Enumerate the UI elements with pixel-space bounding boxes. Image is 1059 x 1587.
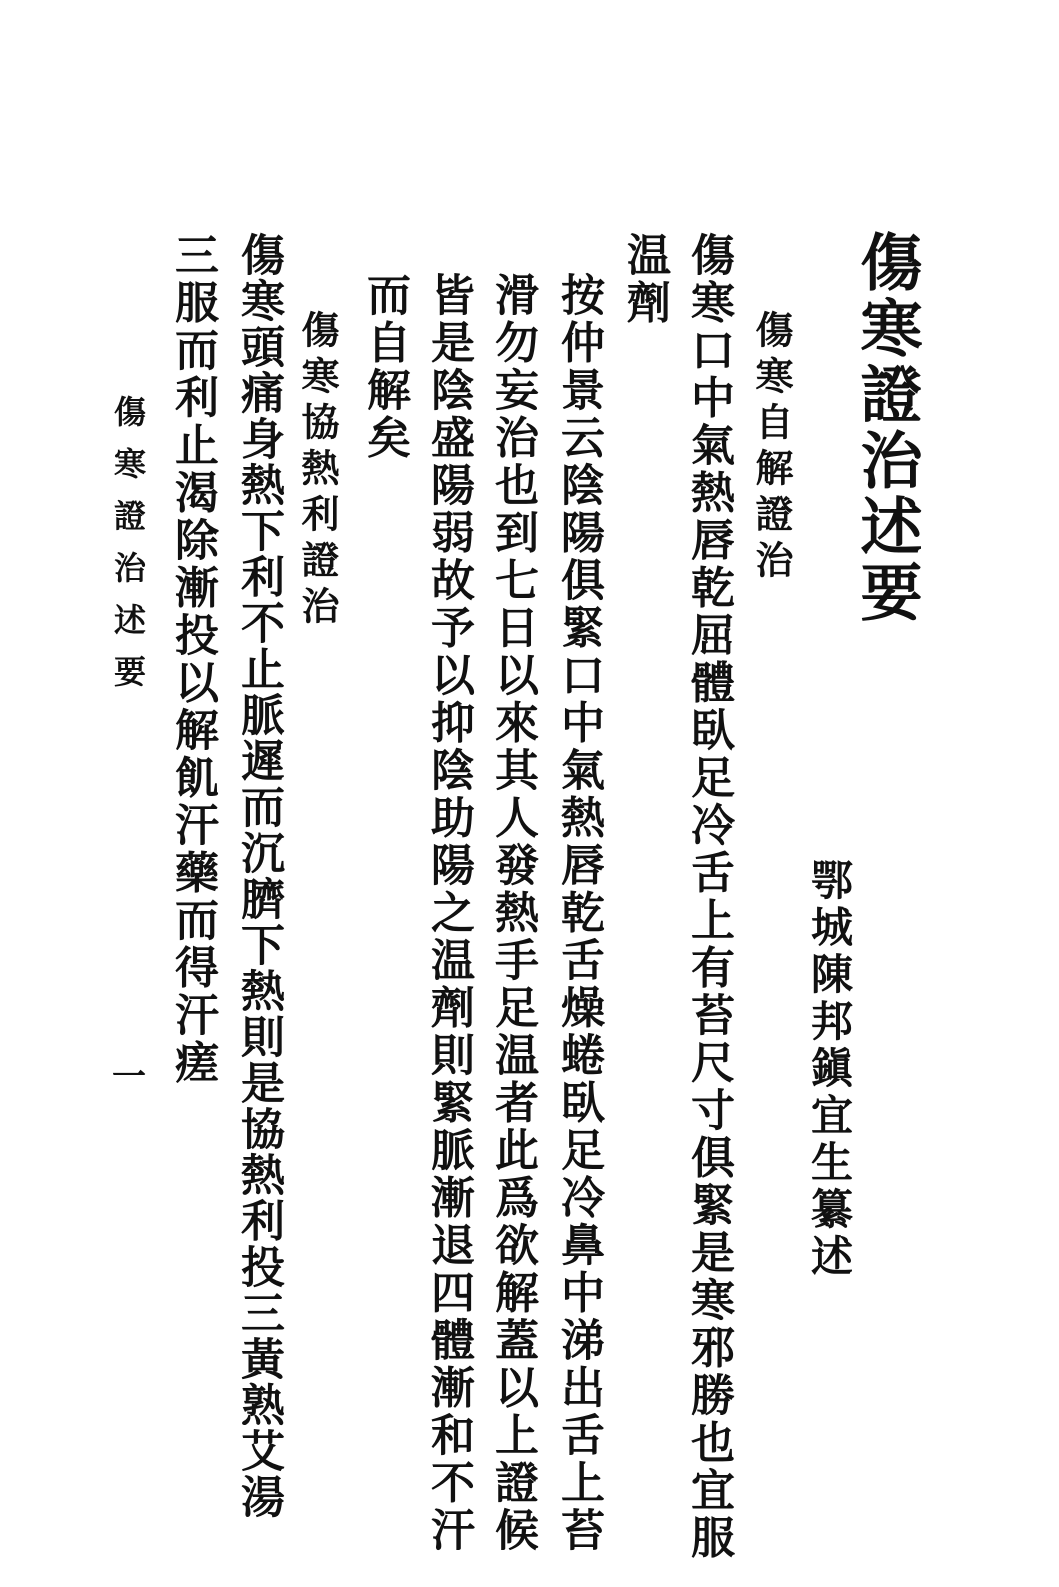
text-column: 而自解矣 (359, 272, 410, 462)
text-column: 温劑 (619, 232, 670, 327)
text-column: 傷寒口中氣熱唇乾屈體臥足冷舌上有苔尺寸俱緊是寒邪勝也宜服 (683, 232, 734, 1562)
text-column: 傷寒頭痛身熱下利不止脈遲而沉臍下熱則是協熱利投三黃熟艾湯 (233, 232, 284, 1520)
running-footer-title: 傷寒證治述要 (109, 395, 147, 707)
section-heading-self-resolution: 傷寒自解證治 (749, 310, 794, 586)
page-title: 傷寒證治述要 (850, 230, 923, 626)
text-column: 按仲景云陰陽俱緊口中氣熱唇乾舌燥蜷臥足冷鼻中涕出舌上苔 (553, 272, 604, 1555)
author-line: 鄂城陳邦鎭宜生纂述 (805, 858, 854, 1281)
page-number: 一 (112, 1057, 146, 1097)
section-heading-heat-diarrhea: 傷寒協熱利證治 (295, 310, 340, 632)
text-column: 滑勿妄治也到七日以來其人發熱手足温者此爲欲解蓋以上證候 (487, 272, 538, 1555)
text-column: 三服而利止渴除漸投以解飢汗藥而得汗瘥 (167, 232, 218, 1087)
text-column: 皆是陰盛陽弱故予以抑陰助陽之温劑則緊脈漸退四體漸和不汗 (423, 272, 474, 1555)
